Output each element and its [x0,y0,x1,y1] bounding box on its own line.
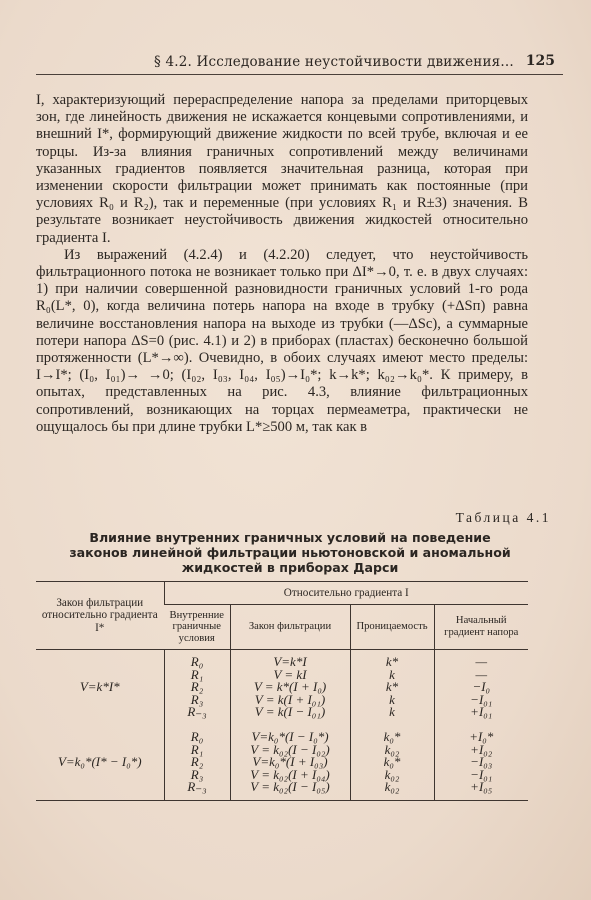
group-law: V=k*I* [79,679,120,695]
grad-cell: — — −I₀ −I₀₁ +I₀₁ [434,650,528,725]
paragraph-1: I, характеризующий перераспределение напора за пределами приторцевых зон, где линейность движения не искажается концевыми сопротивлениями, и внешний I*, формирующий движение жидкости по всей трубе, включая и ее торцы. Из-за влияния граничных сопротивлений между величинами указанных градиентов появляется значительная разница, которая при изменении скорости фильтрации может принимать как постоянные (при условиях R₀ и R₂), так и переменные (при условиях R₁ и R±3) значения. В результате возникает неустойчивость движения жидкостей относительно градиента I. [36,92,528,246]
running-title: § 4.2. Исследование неустойчивости движения... [154,54,514,70]
table-label: Таблица 4.1 [455,510,551,525]
perm-cell: k₀* k₀₂ k₀* k₀₂ k₀₂ [350,725,434,800]
header-law-rel-grad: Закон фильтрации относительно градиента I* [36,582,164,650]
group-law: V=k₀*(I* − I₀*) [36,725,164,800]
header-internal-bc: Внутренние граничные условия [164,605,230,650]
bc-cell: R₀ R₁ R₂ R₃ R₋₃ [164,725,230,800]
table-title: Влияние внутренних граничных условий на поведение законов линейной фильтрации ньютоновской и аномальной жидкостей в приборах Дарси [69,530,511,576]
paragraph-2: Из выражений (4.2.4) и (4.2.20) следует, что неустойчивость фильтрационного потока не возникает только при ΔI*→0, т. е. в двух случаях: 1) при наличии совершенной разновидности граничных условий 1-го рода R₀(L*, 0), когда величина потерь напора на входе в трубку (+ΔSп) равна величине восстановления напора на выходе из трубки (—ΔSс), а суммарные потери напора ΔS=0 (рис. 4.1) и 2) в приборах (пластах) бесконечно большой протяженности (L*→∞). Очевидно, в обоих случаях имеют место пределы: I→I*; (I₀, I₀₁)→ →0; (I₀₂, I₀₃, I₀₄, I₀₅)→I₀*; k→k*; k₀₂→k₀*. К примеру, в опытах, представленных на рис. 4.3, влияние фильтрационных сопротивлений, возникающих на торцах пермеаметра, практически не ощущалось бы при длине трубки L*≥500 м, так как в [36,246,528,435]
table-row [36,650,528,725]
bc-cell: R₀ R₁ R₂ R₃ R₋₃ [164,650,230,725]
running-header [36,52,563,75]
law-cell: V=k₀*(I − I₀*) V = k₀₂(I − I₀₂) V=k₀*(I + I₀₃) V = k₀₂(I + I₀₄) V = k₀₂(I − I₀₅) [230,725,350,800]
header-rel-grad-i: Относительно градиента I [164,582,528,605]
header-filtration-law: Закон фильтрации [230,605,350,650]
grad-cell: +I₀* +I₀₂ −I₀₃ −I₀₁ +I₀₅ [434,725,528,800]
table-row [36,725,528,800]
law-cell: V=k*I V = kI V = k*(I + I₀) V = k(I + I₀₁) V = k(I − I₀₁) [230,650,350,725]
body-text [36,92,528,436]
page-number: 125 [525,53,555,69]
perm-cell: k* k k* k k [350,650,434,725]
header-initial-gradient: Начальный градиент напора [434,605,528,650]
data-table [36,581,528,801]
header-permeability: Проницаемость [350,605,434,650]
